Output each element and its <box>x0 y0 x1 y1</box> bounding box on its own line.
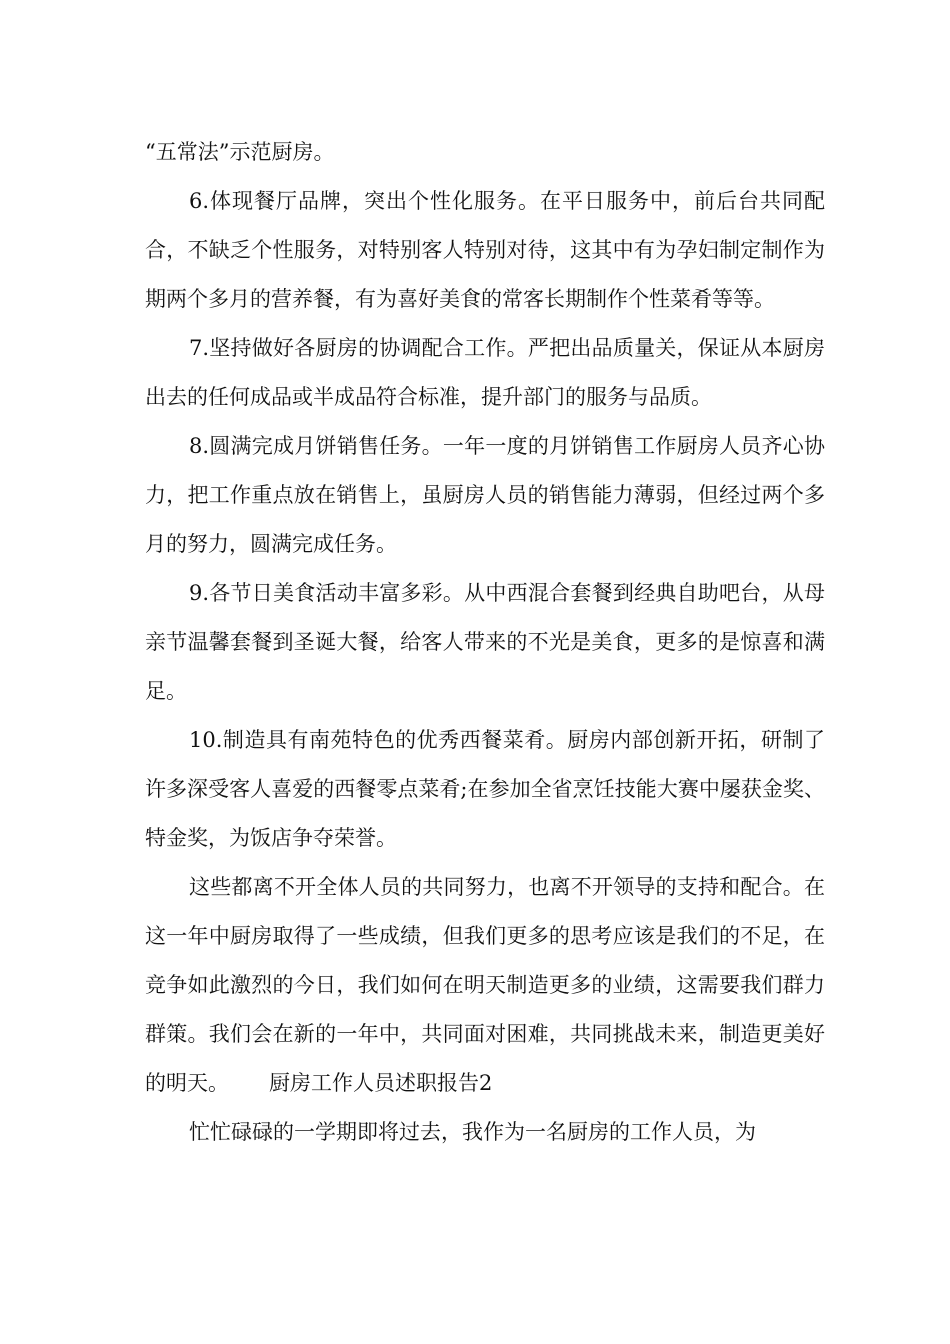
paragraph-item-6: 6.体现餐厅品牌，突出个性化服务。在平日服务中，前后台共同配合，不缺乏个性服务，对特别客人特别对待，这其中有为孕妇制定制作为期两个多月的营养餐，有为喜好美食的常客长期制作个性菜肴等等。 <box>145 189 825 311</box>
paragraph-report-2-intro: 忙忙碌碌的一学期即将过去，我作为一名厨房的工作人员，为 <box>189 1120 756 1144</box>
paragraph-summary <box>145 863 825 1108</box>
paragraph-item-9: 9.各节日美食活动丰富多彩。从中西混合套餐到经典自助吧台，从母亲节温馨套餐到圣诞大餐，给客人带来的不光是美食，更多的是惊喜和满足。 <box>145 581 825 703</box>
paragraph-item-7: 7.坚持做好各厨房的协调配合工作。严把出品质量关，保证从本厨房出去的任何成品或半成品符合标准，提升部门的服务与品质。 <box>145 336 825 409</box>
paragraph-item-10: 10.制造具有南苑特色的优秀西餐菜肴。厨房内部创新开拓，研制了许多深受客人喜爱的西餐零点菜肴;在参加全省烹饪技能大赛中屡获金奖、特金奖，为饭店争夺荣誉。 <box>145 728 825 850</box>
document-body <box>145 128 825 1157</box>
section-title: 厨房工作人员述职报告2 <box>269 1071 493 1095</box>
paragraph-item-8: 8.圆满完成月饼销售任务。一年一度的月饼销售工作厨房人员齐心协力，把工作重点放在销售上，虽厨房人员的销售能力薄弱，但经过两个多月的努力，圆满完成任务。 <box>145 434 825 556</box>
paragraph-continuation: “五常法”示范厨房。 <box>145 140 335 164</box>
summary-text: 这些都离不开全体人员的共同努力，也离不开领导的支持和配合。在这一年中厨房取得了一些成绩，但我们更多的思考应该是我们的不足，在竞争如此激烈的今日，我们如何在明天制造更多的业绩，这需要我们群力群策。我们会在新的一年中，共同面对困难，共同挑战未来，制造更美好的明天。 <box>145 875 825 1095</box>
